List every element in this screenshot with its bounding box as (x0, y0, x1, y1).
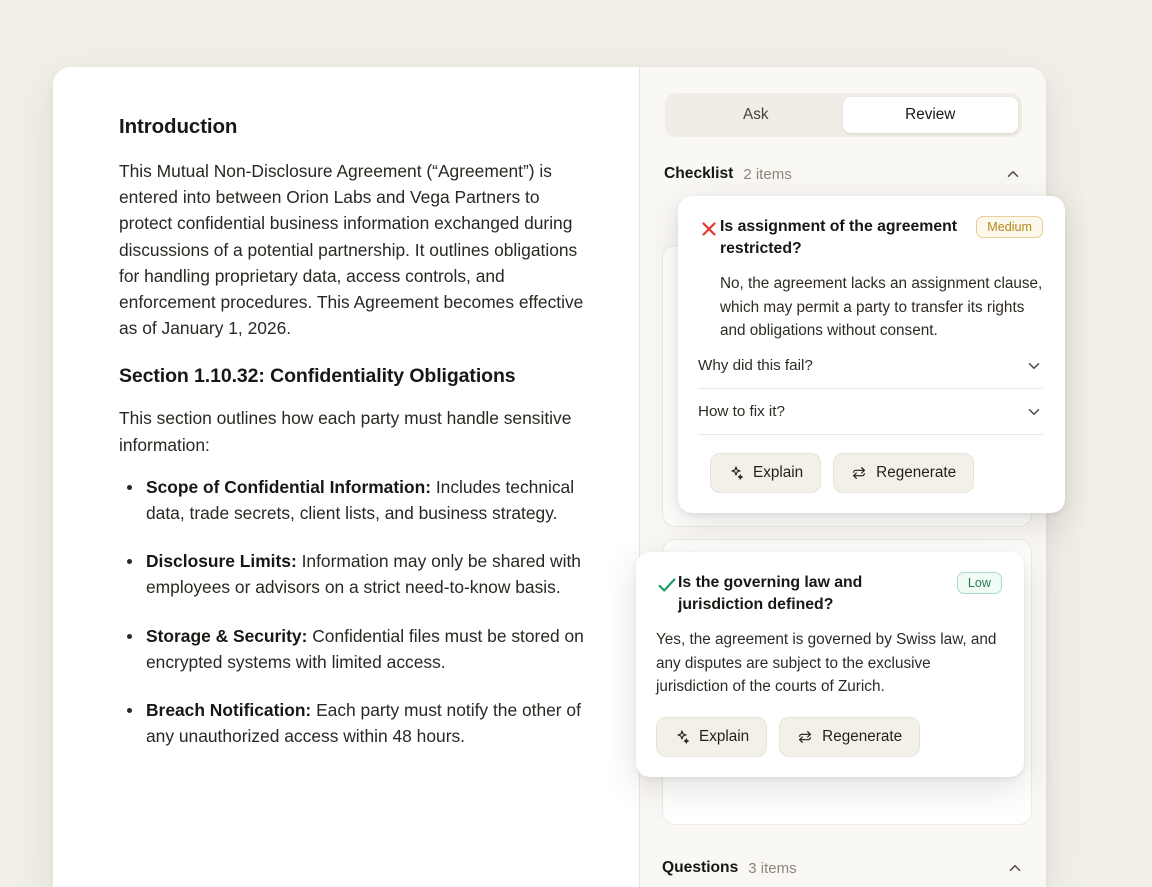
list-item-text: Includes technical data, trade secrets, client lists, and business strategy. (146, 476, 575, 524)
list-item-term: Scope of Confidential Information: (146, 476, 432, 497)
explain-button[interactable] (710, 453, 821, 493)
chevron-up-icon[interactable] (1006, 859, 1024, 877)
status-badge: Medium (976, 216, 1043, 238)
list-item (119, 623, 587, 675)
list-item-term: Disclosure Limits: (146, 551, 297, 572)
questions-section-header[interactable] (662, 859, 1024, 877)
list-item-term: Breach Notification: (146, 700, 312, 721)
list-item-term: Storage & Security: (146, 625, 308, 646)
checklist-section-header[interactable] (662, 165, 1024, 183)
list-item (119, 697, 587, 749)
explain-button[interactable] (656, 717, 767, 757)
card-header (698, 216, 1043, 260)
list-item (119, 474, 587, 526)
list-item-text: Each party must notify the other of any unauthorized access within 48 hours. (146, 700, 581, 747)
regenerate-icon (851, 465, 867, 481)
status-badge: Low (957, 572, 1002, 594)
explain-label: Explain (753, 463, 804, 481)
page-title: Introduction (119, 115, 238, 138)
checklist-title: Checklist (664, 165, 734, 182)
card-question: Is the governing law and jurisdiction defined? (678, 574, 863, 613)
checklist-count: 2 items (743, 165, 792, 183)
regenerate-label: Regenerate (822, 727, 903, 745)
accordion-label: Why did this fail? (698, 357, 813, 374)
tab-ask[interactable]: Ask (743, 106, 769, 123)
intro-paragraph: This Mutual Non-Disclosure Agreement (“Agreement”) is entered into between Orion Labs and Vega Partners to protect confidential business information exchanged during discussions of a potential partnership. It outlines obligations for handling proprietary data, access controls, and enforcement procedures. This Agreement becomes effective as of January 1, 2026. (119, 161, 584, 339)
regenerate-icon (797, 729, 813, 745)
card-answer: No, the agreement lacks an assignment clause, which may permit a party to transfer its rights and obligations without consent. (720, 275, 1043, 339)
regenerate-label: Regenerate (876, 463, 957, 481)
card-answer: Yes, the agreement is governed by Swiss law, and any disputes are subject to the exclusive jurisdiction of the courts of Zurich. (656, 631, 997, 695)
questions-title: Questions (662, 859, 739, 876)
sparkle-icon (674, 729, 690, 745)
card-actions (656, 717, 1002, 757)
accordion-label: How to fix it? (698, 403, 785, 420)
obligations-list (119, 474, 587, 750)
accordion-why-did-this-fail[interactable] (698, 343, 1043, 389)
chevron-up-icon[interactable] (1004, 165, 1022, 183)
accordion-how-to-fix-it[interactable] (698, 389, 1043, 435)
regenerate-button[interactable] (833, 453, 974, 493)
chevron-down-icon[interactable] (1025, 357, 1043, 375)
list-item (119, 548, 587, 600)
chevron-down-icon[interactable] (1025, 403, 1043, 421)
panel-tabs (665, 93, 1022, 137)
card-header (656, 572, 1002, 616)
sparkle-icon (728, 465, 744, 481)
checklist-card-governing-law (636, 552, 1024, 777)
questions-count: 3 items (748, 859, 797, 877)
x-icon (698, 216, 720, 240)
check-icon (656, 572, 678, 596)
list-item-text: Information may only be shared with employees or advisors on a strict need-to-know basis. (146, 551, 581, 598)
card-actions (698, 453, 1043, 493)
tab-review[interactable]: Review (843, 97, 1018, 133)
regenerate-button[interactable] (779, 717, 920, 757)
section-paragraph: This section outlines how each party must handle sensitive information: (119, 408, 572, 455)
list-item-text: Confidential files must be stored on encrypted systems with limited access. (146, 625, 584, 672)
section-heading: Section 1.10.32: Confidentiality Obligations (119, 365, 516, 388)
explain-label: Explain (699, 727, 750, 745)
document-pane (53, 67, 639, 887)
checklist-card-assignment (678, 196, 1065, 513)
card-question: Is assignment of the agreement restricted? (720, 218, 958, 257)
